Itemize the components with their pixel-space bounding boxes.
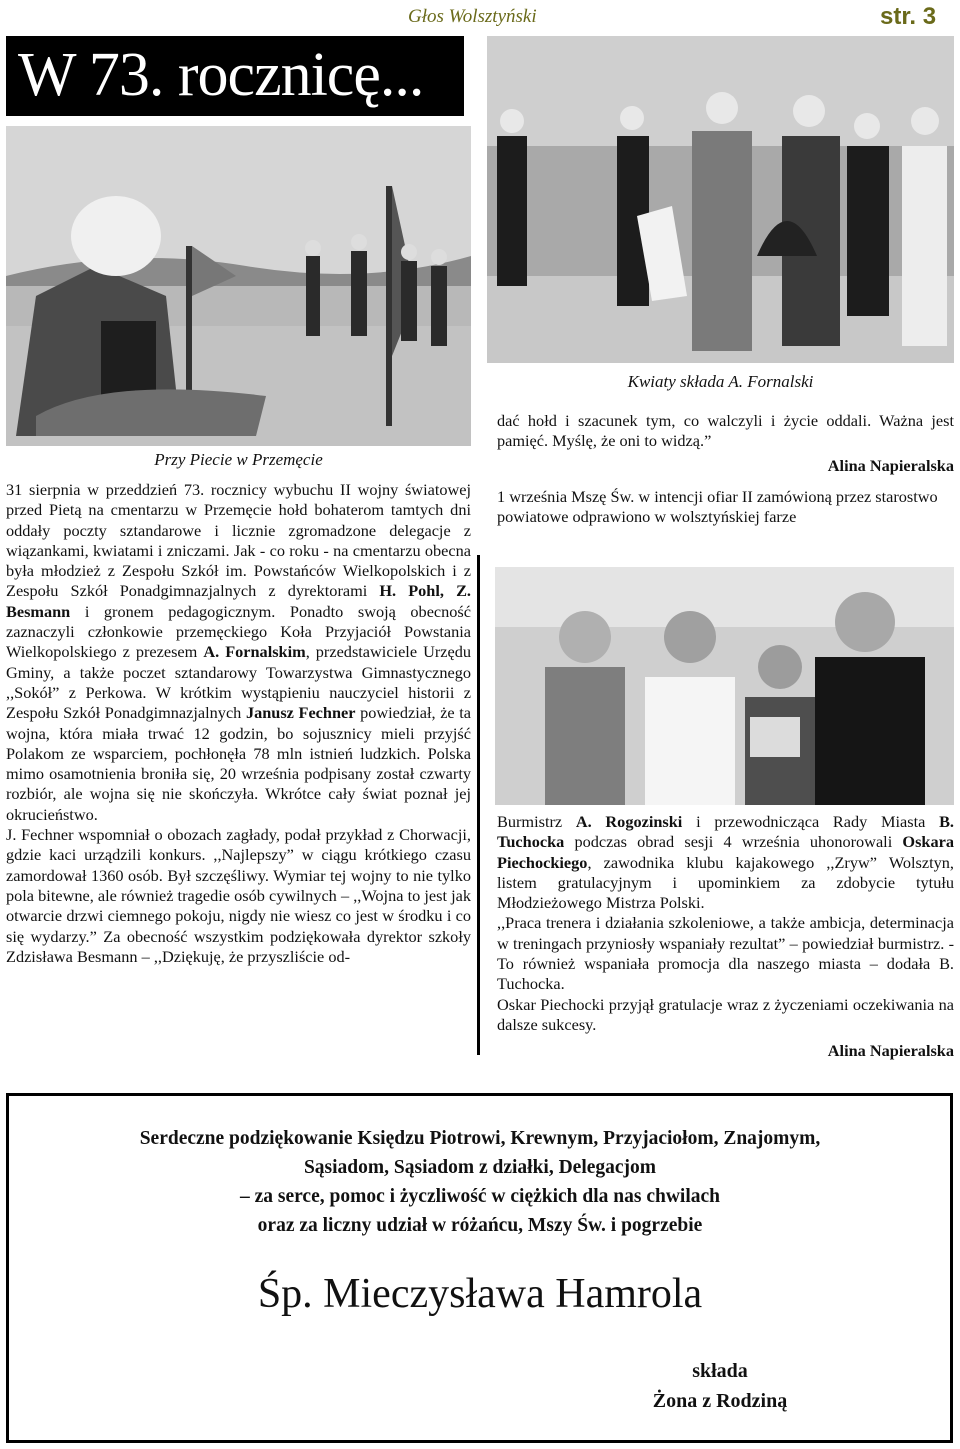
article-title-box <box>6 36 464 116</box>
deceased-name: Śp. Mieczysława Hamrola <box>257 1271 703 1317</box>
council-chair-name: B. Tuchocka <box>497 812 954 852</box>
teacher-name: Janusz Fechner <box>245 703 356 723</box>
article1-continuation: dać hołd i szacunek tym, co walczyli i życie oddali. Ważna jest pamięć. Myślę, że oni to widzą.” <box>497 411 954 451</box>
directors-names: H. Pohl, Z. Besmann <box>6 581 471 621</box>
article1-paragraph: J. Fechner wspomniał o obozach zagłady, podał przykład z Chorwacji, gdzie kaci urządzili konkurs. ,,Najlepszy” w ciągu krótkiego czasu zamordował 1360 osób. Był szczęśliwy. Wymiar tej wojny to nie tylko pola bitewne, ale również tragedie osób cywilnych – ,,Wojna to jest jak otwarcie drzwi ciemnego pokoju, nigdy nie wiesz co jest w środku i co się wydarzy.” Za obecność wszystkim podziękowała dyrektor szkoły Zdzisława Besmann – ,,Dziękuję, że przyszliście od- <box>6 825 471 966</box>
article-title: W 73. rocznicę... <box>18 41 424 109</box>
president-name: A. Fornalskim <box>203 642 306 662</box>
column-divider <box>477 555 480 1055</box>
article2-body <box>497 812 954 1035</box>
article1-paragraph: 31 sierpnia w przeddzień 73. rocznicy wybuchu II wojny światowej przed Pietą na cmentarzu w Przemęcie hołd bohaterom tamtych dni oddały poczty sztandarowe i licznie zgromadzone delegacje z wiązankami, kwiatami i zniczami. Jak - co roku - na cmentarzu obecna była młodzież z Zespołu Szkół im. Powstańców Wielkopolskich i z Zespołu Szkół Ponadgimnazjalnych z dyrektorami H. Pohl, Z. Besmann i gronem pedagogicznym. Ponadto swoją obecność zaznaczyli członkowie przemęckiego Koła Przyjaciół Powstania Wielkopolskiego z prezesem A. Fornalskim, przedstawiciele Urzędu Gminy, a także poczet sztandarowy Towarzystwa Gimnastycznego ,,Sokół” z Perkowa. W krótkim wystąpieniu nauczyciel historii z Zespołu Szkół Ponadgimnazjalnych Janusz Fechner powiedział, że ta wojna, która miała trwać 12 godzin, bo sojusznicy mieli przyjść Polakom ze wsparciem, pochłonęła 78 mln istnień ludzkich. Polska mimo osamotnienia broniła się, 20 września podpisany został czwarty rozbiór, ale wojna się nie skończyła. Wkrótce cały świat poznał jej okrucieństwo. <box>6 480 472 824</box>
thanks-notice-text: Serdeczne podziękowanie Księdzu Piotrowi, Krewnym, Przyjaciołom, Znajomym, Sąsiadom, Sąsiadom z działki, Delegacjom – za serce, pomoc i życzliwość w ciężkich dla nas chwilach oraz za liczny udział w różańcu, Mszy Św. i pogrzebie <box>139 1128 821 1236</box>
mayor-name: A. Rogozinski <box>575 812 683 831</box>
article1-author: Alina Napieralska <box>827 456 954 475</box>
mass-note: 1 września Mszę Św. w intencji ofiar II zamówioną przez starostwo powiatowe odprawiono w wolsztyńskiej farze <box>497 487 938 527</box>
article1-body <box>6 480 471 967</box>
article2-paragraph: Burmistrz A. Rogozinski i przewodnicząca Rady Miasta B. Tuchocka podczas obrad sesji 4 września uhonorowali Oskara Piechockiego, zawodnika klubu kajakowego ,,Zryw” Wolsztyn, listem gratulacyjnym i upominkiem za zdobycie tytułu Młodzieżowego Mistrza Polski. <box>497 812 954 913</box>
photo-laying-flowers <box>487 36 954 363</box>
newspaper-name: Głos Wolsztyński <box>408 6 537 27</box>
thanks-signature: składa Żona z Rodziną <box>652 1360 788 1412</box>
article2-paragraph: Oskar Piechocki przyjął gratulacje wraz z życzeniami oczekiwania na dalsze sukcesy. <box>497 994 954 1034</box>
photo2-caption: Kwiaty składa A. Fornalski <box>627 372 814 391</box>
page-number: str. 3 <box>880 3 937 30</box>
photo-pieta-monument <box>6 126 471 446</box>
photo-award-ceremony <box>495 567 954 805</box>
photo1-caption: Przy Piecie w Przemęcie <box>154 450 323 469</box>
article2-paragraph: ,,Praca trenera i działania szkoleniowe, a także ambicja, determinacja w treningach przyniosły wspaniały rezultat” – powiedział burmistrz. - To również wspaniała promocja dla naszego miasta – dodała B. Tuchocka. <box>497 913 954 994</box>
article2-author: Alina Napieralska <box>827 1041 954 1060</box>
athlete-name: Oskara Piechockiego <box>497 832 954 872</box>
